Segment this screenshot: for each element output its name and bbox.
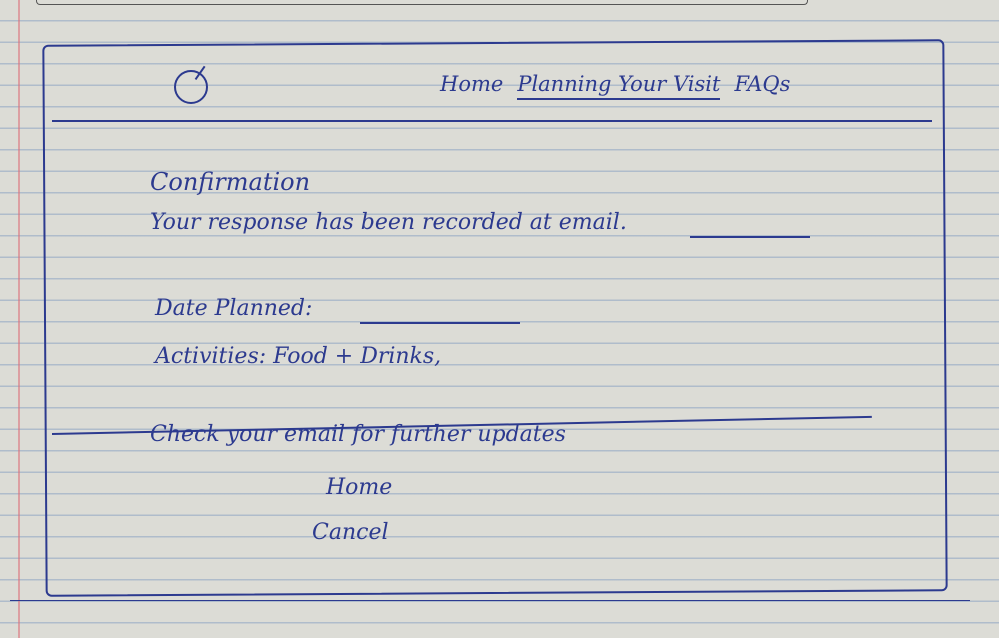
nav-item-home[interactable]: Home <box>440 72 504 96</box>
followup-note: Check your email for further updates <box>150 422 566 447</box>
header-divider <box>52 120 932 122</box>
nav-item-planning-your-visit[interactable]: Planning Your Visit <box>517 72 720 100</box>
email-underline <box>690 236 810 238</box>
nav-item-faqs[interactable]: FAQs <box>734 72 791 96</box>
date-planned-value-line <box>360 322 520 324</box>
top-nav <box>440 72 790 102</box>
paper-margin-line <box>18 0 20 638</box>
activities-label: Activities: Food + Drinks, <box>155 344 442 369</box>
bottom-rule <box>10 600 970 601</box>
page-title: Confirmation <box>150 168 311 196</box>
sheet-edge <box>36 0 808 5</box>
logo-icon[interactable] <box>174 70 208 104</box>
confirmation-message: Your response has been recorded at email. <box>150 210 627 235</box>
home-button[interactable]: Home <box>326 475 393 500</box>
date-planned-label: Date Planned: <box>155 296 313 321</box>
cancel-button[interactable]: Cancel <box>312 520 389 545</box>
